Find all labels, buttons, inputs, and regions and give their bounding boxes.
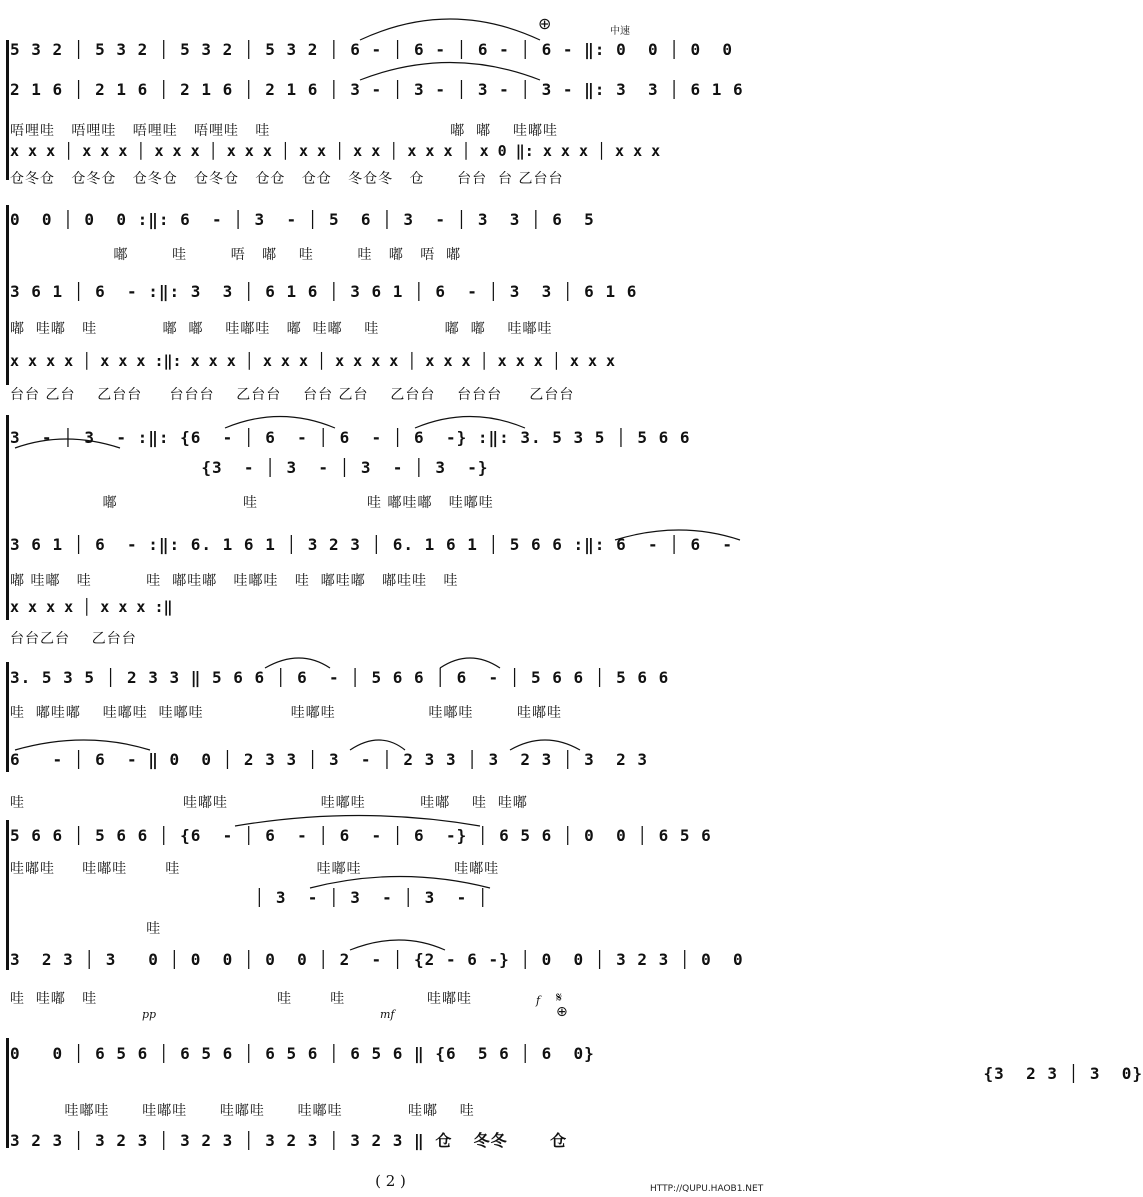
- coda-icon: ⊕: [538, 14, 552, 33]
- coda-icon: ⊕: [556, 1004, 568, 1020]
- slur: [350, 940, 445, 950]
- slur: [350, 740, 405, 750]
- notation-line: 0 0 │ 6 5 6 │ 6 5 6 │ 6 5 6 │ 6 5 6 ‖ {6 5 6 │ 6 0}: [10, 1044, 595, 1063]
- lyric-line: 哇嘟哇 哇嘟哇 哇嘟哇 哇嘟哇 哇嘟 哇: [10, 1103, 475, 1119]
- notation-line: {3 - │ 3 - │ 3 - │ 3 -}: [10, 458, 489, 477]
- lyric-line: 嘟 哇 哇 嘟哇嘟 哇嘟哇: [10, 495, 494, 511]
- dynamic-f: f: [536, 994, 541, 1007]
- lyric-line: 嘟 哇嘟 哇 嘟 嘟 哇嘟哇 嘟 哇嘟 哇 嘟 嘟 哇嘟哇: [10, 321, 553, 337]
- percussion-line: x x x x │ x x x :‖: x x x │ x x x │ x x x x │ x x x │ x x x │ x x x: [10, 352, 616, 370]
- percussion-line: x x x x │ x x x :‖: [10, 598, 173, 616]
- lyric-line: 哇嘟哇 哇嘟哇 哇 哇嘟哇 哇嘟哇: [10, 861, 500, 877]
- notation-line: 3 6 1 │ 6 - :‖: 3 3 │ 6 1 6 │ 3 6 1 │ 6 - │ 3 3 │ 6 1 6: [10, 282, 638, 301]
- lyric-line: 嘟 哇 唔 嘟 哇 哇 嘟 唔 嘟: [10, 247, 462, 263]
- slur: [15, 740, 150, 750]
- notation-line: 6 - │ 6 - ‖ 0 0 │ 2 3 3 │ 3 - │ 2 3 3 │ 3 2 3 │ 3 2 3: [10, 750, 648, 769]
- notation-line: 3. 5 3 5 │ 2 3 3 ‖ 5 6 6 │ 6 - │ 5 6 6 │ 6 - │ 5 6 6 │ 5 6 6: [10, 668, 670, 687]
- slur: [15, 439, 120, 448]
- notation-line: 5 6 6 │ 5 6 6 │ {6 - │ 6 - │ 6 - │ 6 -} │ 6 5 6 │ 0 0 │ 6 5 6: [10, 826, 712, 845]
- lyric-line: 唔哩哇 唔哩哇 唔哩哇 唔哩哇 哇 嘟 嘟 哇嘟哇: [10, 123, 558, 139]
- dynamic-mf: mf: [380, 1008, 395, 1021]
- percussion-line: x x x │ x x x │ x x x │ x x x │ x x │ x x │ x x x │ x 0 ‖: x x x │ x x x: [10, 142, 661, 160]
- segno-icon: 𝄋: [556, 990, 563, 1006]
- slur: [415, 417, 525, 429]
- lyric-line: 嘟 哇嘟 哇 哇 嘟哇嘟 哇嘟哇 哇 嘟哇嘟 嘟哇哇 哇: [10, 573, 459, 589]
- lyric-line: 哇 哇嘟哇 哇嘟哇 哇嘟 哇 哇嘟: [10, 795, 528, 811]
- notation-line: 3 2 3 │ 3 2 3 │ 3 2 3 │ 3 2 3 │ 3 2 3 ‖ 仓 冬冬 仓: [10, 1131, 568, 1150]
- slur: [225, 417, 335, 429]
- notation-line: 3 6 1 │ 6 - :‖: 6. 1 6 1 │ 3 2 3 │ 6. 1 6 1 │ 5 6 6 :‖: 6 - │ 6 -: [10, 535, 734, 554]
- slur: [265, 658, 330, 668]
- watermark: HTTP://QUPU.HAOB1.NET: [650, 1184, 764, 1194]
- notation-line: 0 0 │ 0 0 :‖: 6 - │ 3 - │ 5 6 │ 3 - │ 3 3 │ 6 5: [10, 210, 595, 229]
- lyric-line: 哇: [10, 921, 162, 937]
- lyric-line: 哇 嘟哇嘟 哇嘟哇 哇嘟哇 哇嘟哇 哇嘟哇 哇嘟哇: [10, 705, 563, 721]
- slur: [615, 530, 740, 540]
- lyric-line: 台台 乙台 乙台台 台台台 乙台台 台台 乙台 乙台台 台台台 乙台台: [10, 387, 575, 403]
- slur: [360, 63, 540, 81]
- notation-line: 2 1 6 │ 2 1 6 │ 2 1 6 │ 2 1 6 │ 3 - │ 3 - │ 3 - │ 3 - ‖: 3 3 │ 6 1 6: [10, 80, 744, 99]
- slur: [310, 877, 490, 889]
- notation-line: │ 3 - │ 3 - │ 3 - │: [10, 888, 489, 907]
- notation-line: 5 3 2 │ 5 3 2 │ 5 3 2 │ 5 3 2 │ 6 - │ 6 - │ 6 - │ 6 - ‖: 0 0 │ 0 0: [10, 40, 734, 59]
- slur: [440, 658, 500, 668]
- slur: [510, 740, 580, 750]
- notation-line: {3 2 3 │ 3 0}: [420, 1064, 1143, 1083]
- lyric-line: 台台乙台 乙台台: [10, 631, 137, 647]
- lyric-line: 哇 哇嘟 哇 哇 哇 哇嘟哇: [10, 991, 473, 1007]
- page-number: ( 2 ): [375, 1172, 406, 1190]
- tempo-mark: 中速: [610, 26, 630, 37]
- notation-line: 3 2 3 │ 3 0 │ 0 0 │ 0 0 │ 2 - │ {2 - 6 -} │ 0 0 │ 3 2 3 │ 0 0: [10, 950, 744, 969]
- notation-line: 3 - │ 3 - :‖: {6 - │ 6 - │ 6 - │ 6 -} :‖: 3. 5 3 5 │ 5 6 6: [10, 428, 691, 447]
- slur: [360, 19, 540, 40]
- slur: [235, 816, 480, 827]
- lyric-line: 仓冬仓 仓冬仓 仓冬仓 仓冬仓 仓仓 仓仓 冬仓冬 仓 台台 台 乙台台: [10, 171, 564, 187]
- dynamic-pp: pp: [142, 1008, 157, 1021]
